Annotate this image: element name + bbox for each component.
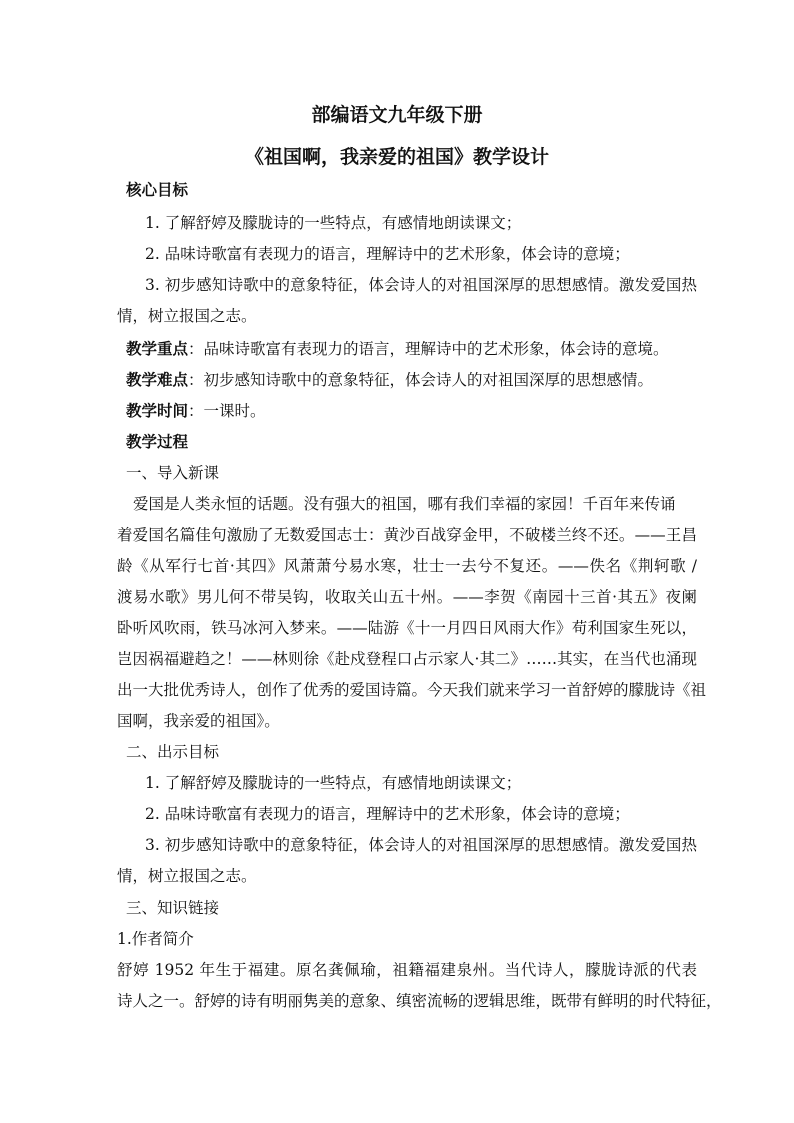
key-point-row (126, 337, 669, 359)
intro-paragraph-line: 渡易水歌》男儿何不带吴钩，收取关山五十州。——李贺《南园十三首·其五》夜阑 (117, 588, 697, 606)
time-row (126, 399, 266, 421)
core-goal-item: 3. 初步感知诗歌中的意象特征，体会诗人的对祖国深厚的思想感情。激发爱国热 (145, 276, 697, 294)
difficulty-row (126, 368, 653, 390)
document-title: 部编语文九年级下册 (311, 104, 483, 126)
section-heading-knowledge: 三、知识链接 (126, 899, 220, 917)
time-label: 教学时间 (126, 401, 189, 420)
key-point-text: ：品味诗歌富有表现力的语言，理解诗中的艺术形象，体会诗的意境。 (188, 340, 669, 358)
goal-item: 情，树立报国之志。 (117, 867, 257, 885)
core-goals-heading: 核心目标 (126, 180, 189, 199)
time-text: ：一课时。 (188, 402, 266, 420)
intro-paragraph-line: 岂因祸福避趋之！——林则徐《赴戍登程口占示家人·其二》……其实，在当代也涌现 (117, 650, 697, 668)
goal-item: 1. 了解舒婷及朦胧诗的一些特点，有感情地朗读课文； (145, 774, 522, 792)
author-paragraph-line: 舒婷 1952 年生于福建。原名龚佩瑜，祖籍福建泉州。当代诗人，朦胧诗派的代表 (117, 961, 697, 979)
document-subtitle: 《祖国啊，我亲爱的祖国》教学设计 (244, 146, 549, 168)
core-goal-item: 2. 品味诗歌富有表现力的语言，理解诗中的艺术形象，体会诗的意境； (145, 245, 630, 263)
intro-paragraph-line: 龄《从军行七首·其四》风萧萧兮易水寒，壮士一去兮不复还。——佚名《荆轲歌 / (117, 557, 697, 575)
difficulty-label: 教学难点 (126, 370, 189, 389)
author-paragraph-line: 诗人之一。舒婷的诗有明丽隽美的意象、缜密流畅的逻辑思维，既带有鲜明的时代特征， (117, 992, 722, 1010)
intro-paragraph-line: 卧听风吹雨，铁马冰河入梦来。——陆游《十一月四日风雨大作》苟利国家生死以， (117, 619, 697, 637)
process-heading: 教学过程 (126, 432, 189, 451)
intro-paragraph-line: 出一大批优秀诗人，创作了优秀的爱国诗篇。今天我们就来学习一首舒婷的朦胧诗《祖 (117, 681, 707, 699)
goal-item: 2. 品味诗歌富有表现力的语言，理解诗中的艺术形象，体会诗的意境； (145, 805, 630, 823)
subheading-author: 1.作者简介 (117, 930, 194, 948)
section-heading-goals: 二、出示目标 (126, 743, 220, 761)
core-goal-item: 情，树立报国之志。 (117, 307, 257, 325)
goal-item: 3. 初步感知诗歌中的意象特征，体会诗人的对祖国深厚的思想感情。激发爱国热 (145, 836, 697, 854)
section-heading-intro: 一、导入新课 (126, 464, 220, 482)
intro-paragraph-line: 国啊，我亲爱的祖国》。 (117, 712, 280, 730)
key-point-label: 教学重点 (126, 339, 189, 358)
difficulty-text: ：初步感知诗歌中的意象特征，体会诗人的对祖国深厚的思想感情。 (188, 371, 654, 389)
intro-paragraph-line: 爱国是人类永恒的话题。没有强大的祖国，哪有我们幸福的家园！千百年来传诵 (133, 495, 676, 513)
core-goal-item: 1. 了解舒婷及朦胧诗的一些特点，有感情地朗读课文； (145, 214, 522, 232)
intro-paragraph-line: 着爱国名篇佳句激励了无数爱国志士：黄沙百战穿金甲，不破楼兰终不还。——王昌 (117, 526, 697, 544)
